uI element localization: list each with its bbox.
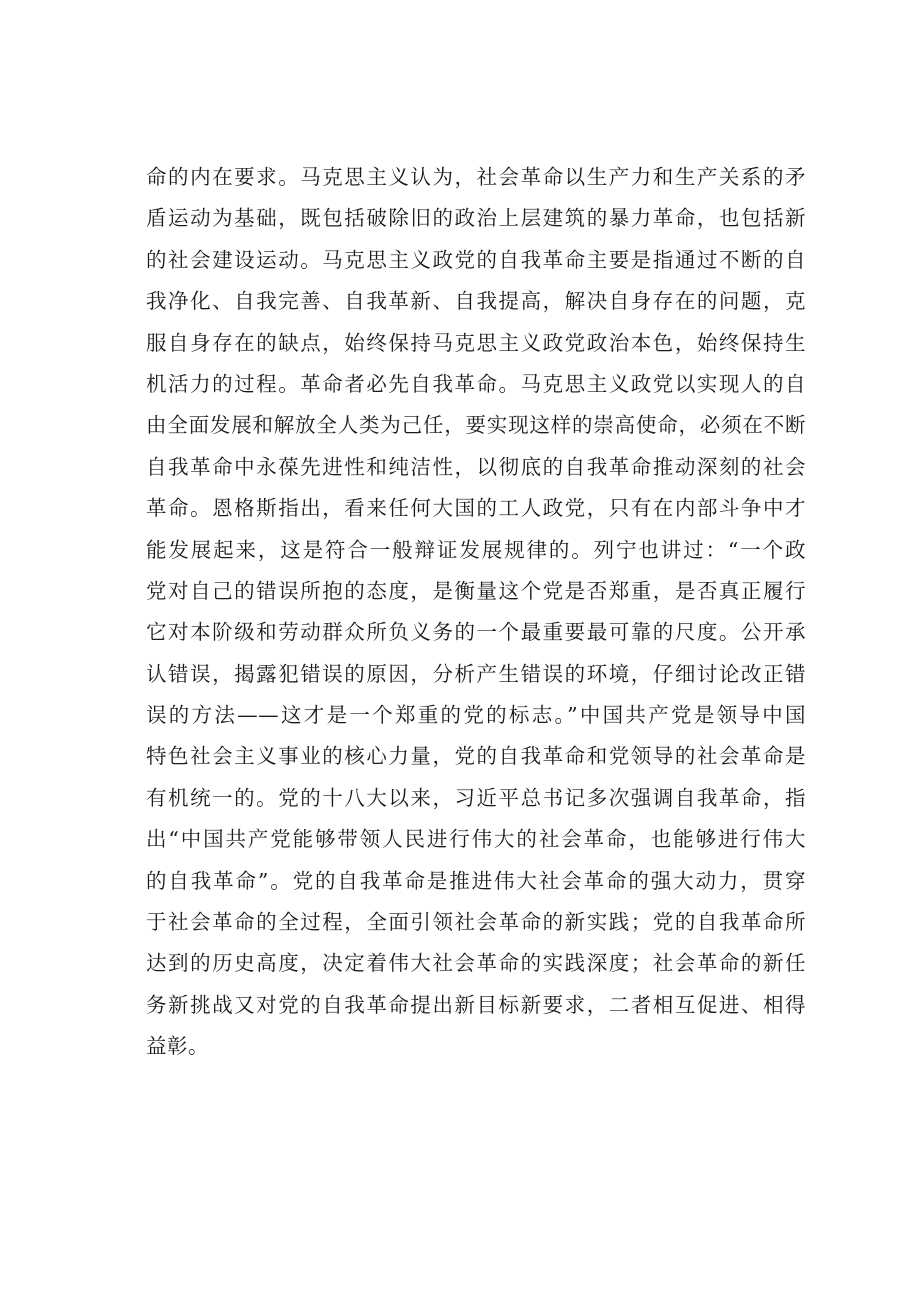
text-line: 革命。恩格斯指出，看来任何大国的工人政党，只有在内部斗争中才 xyxy=(146,496,806,521)
text-line: 的自我革命”。党的自我革命是推进伟大社会革命的强大动力，贯穿 xyxy=(146,868,806,893)
text-line: 出“中国共产党能够带领人民进行伟大的社会革命，也能够进行伟大 xyxy=(146,827,806,852)
text-line: 由全面发展和解放全人类为己任，要实现这样的崇高使命，必须在不断 xyxy=(146,413,806,438)
text-line: 盾运动为基础，既包括破除旧的政治上层建筑的暴力革命，也包括新 xyxy=(146,206,806,231)
text-line: 机活力的过程。革命者必先自我革命。马克思主义政党以实现人的自 xyxy=(146,371,806,396)
body-paragraph xyxy=(146,157,806,1068)
text-line: 有机统一的。党的十八大以来，习近平总书记多次强调自我革命，指 xyxy=(146,785,806,810)
text-line: 的社会建设运动。马克思主义政党的自我革命主要是指通过不断的自 xyxy=(146,247,806,272)
text-line: 务新挑战又对党的自我革命提出新目标新要求，二者相互促进、相得 xyxy=(146,992,806,1017)
text-line: 能发展起来，这是符合一般辩证发展规律的。列宁也讲过：“一个政 xyxy=(146,537,806,562)
text-line: 它对本阶级和劳动群众所负义务的一个最重要最可靠的尺度。公开承 xyxy=(146,620,806,645)
text-line: 我净化、自我完善、自我革新、自我提高，解决自身存在的问题，克 xyxy=(146,289,806,314)
text-line: 误的方法——这才是一个郑重的党的标志。”中国共产党是领导中国 xyxy=(146,703,806,728)
text-line: 自我革命中永葆先进性和纯洁性，以彻底的自我革命推动深刻的社会 xyxy=(146,454,806,479)
text-line: 党对自己的错误所抱的态度，是衡量这个党是否郑重，是否真正履行 xyxy=(146,578,806,603)
text-line: 服自身存在的缺点，始终保持马克思主义政党政治本色，始终保持生 xyxy=(146,330,806,355)
text-line: 认错误，揭露犯错误的原因，分析产生错误的环境，仔细讨论改正错 xyxy=(146,661,806,686)
text-line: 命的内在要求。马克思主义认为，社会革命以生产力和生产关系的矛 xyxy=(146,165,806,189)
text-line: 于社会革命的全过程，全面引领社会革命的新实践；党的自我革命所 xyxy=(146,910,806,935)
text-line: 达到的历史高度，决定着伟大社会革命的实践深度；社会革命的新任 xyxy=(146,951,806,976)
text-line: 特色社会主义事业的核心力量，党的自我革命和党领导的社会革命是 xyxy=(146,744,806,769)
text-line: 益彰。 xyxy=(146,1034,209,1059)
